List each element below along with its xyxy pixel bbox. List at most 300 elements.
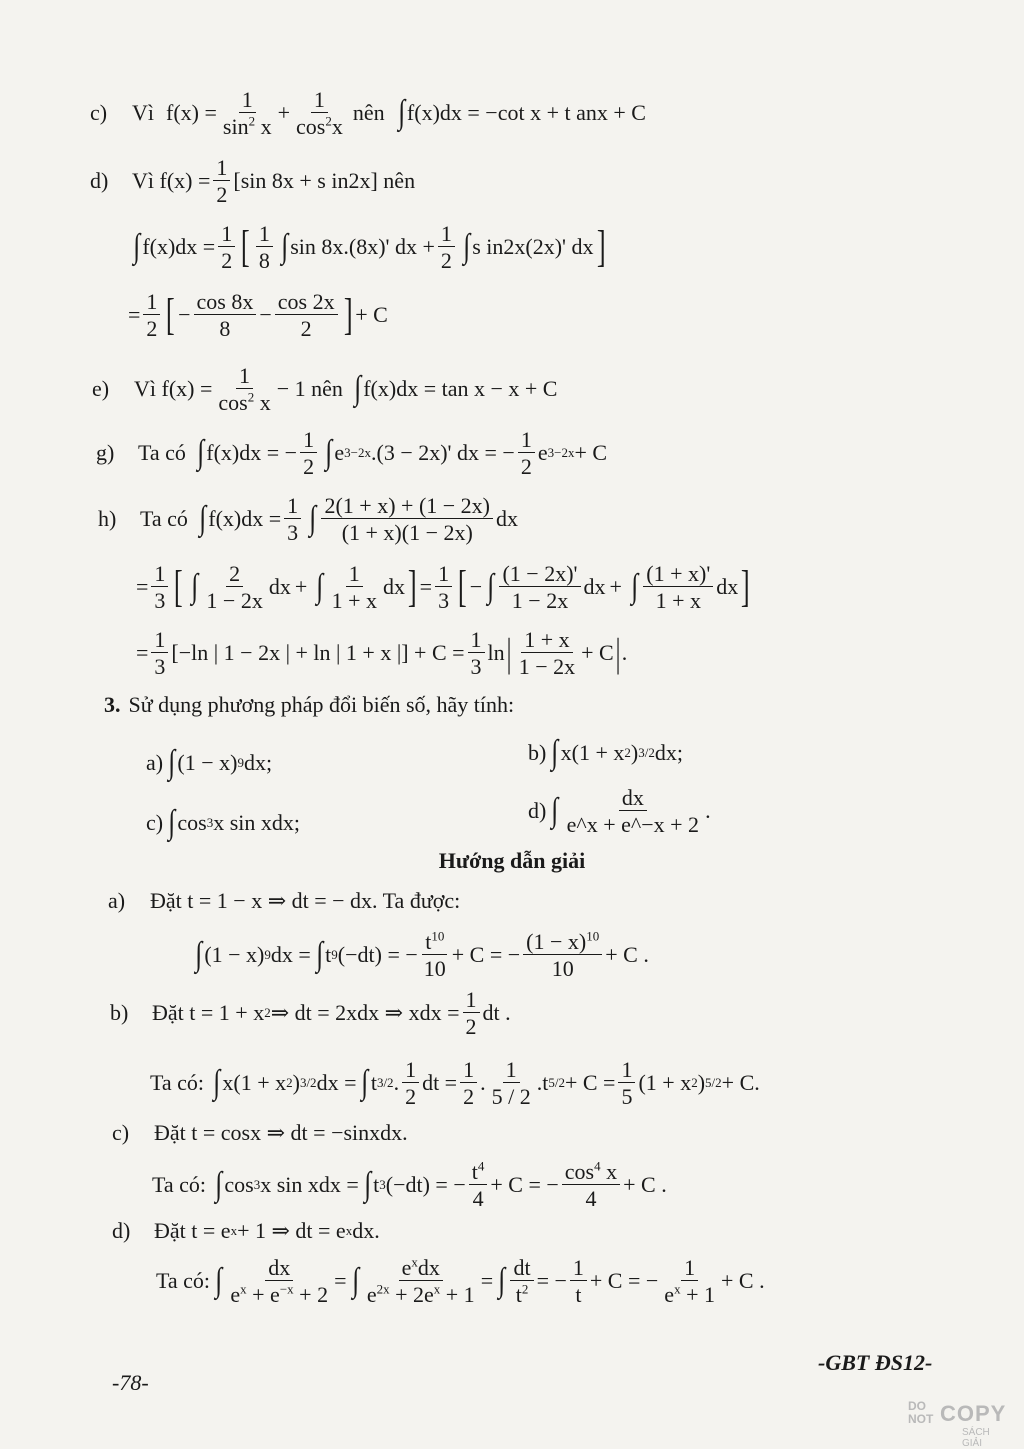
frac-den: 8 <box>258 248 270 274</box>
integral-sign: ∫ <box>551 792 559 830</box>
frac-num: 1 <box>300 428 317 453</box>
integral-sign: ∫ <box>191 568 199 606</box>
mid-tail: .(3 − 2x)' dx = − <box>371 440 515 466</box>
nen-text: nên <box>352 100 385 126</box>
integral-sign: ∫ <box>316 568 324 606</box>
question-3 <box>104 694 514 716</box>
vi-text: Vì <box>132 100 154 126</box>
frac-num: 1 + x <box>521 628 572 653</box>
frac-num: 1 <box>284 494 301 519</box>
fraction-5 <box>661 1256 718 1306</box>
exp: 4 <box>594 1158 601 1174</box>
integral-sign: ∫ <box>463 228 471 266</box>
text: dx. <box>352 1218 380 1243</box>
tail: x <box>600 1159 618 1184</box>
frac-den: 1 − 2x <box>511 588 569 614</box>
expr: x sin xdx = <box>260 1172 359 1198</box>
expr: (1 + x <box>638 1070 692 1096</box>
frac-den: 4 <box>472 1186 484 1212</box>
fraction-d <box>643 562 713 612</box>
part-e-line <box>92 364 557 414</box>
expr: + C = − <box>451 942 521 968</box>
bracket-close: ] <box>596 222 606 272</box>
integral-sign: ∫ <box>631 568 639 606</box>
base: e <box>401 1255 412 1280</box>
minus-sign: − <box>178 302 191 328</box>
fraction-eighth <box>256 222 273 272</box>
frac-num <box>469 1160 488 1185</box>
expr: t <box>325 942 332 968</box>
mid-text: sin 8x.(8x)' dx + <box>290 234 435 260</box>
frac-num: dx <box>619 786 647 811</box>
expr: + C . <box>623 1172 667 1198</box>
frac-den: (1 + x)(1 − 2x) <box>341 520 473 546</box>
fraction-cos8 <box>194 290 257 340</box>
fraction-half <box>213 156 230 206</box>
question-number: 3. <box>104 692 121 717</box>
label-c: c) <box>90 100 108 126</box>
fraction-half <box>438 222 455 272</box>
label-h: h) <box>98 506 117 532</box>
frac-num <box>562 1160 620 1185</box>
frac-den: 10 <box>551 956 574 982</box>
tail: + 1 <box>680 1282 715 1308</box>
fraction-1 <box>227 1256 331 1306</box>
expr: = − <box>536 1268 567 1294</box>
frac-num: 2 <box>226 562 243 587</box>
lhs-text: f(x)dx = − <box>206 440 298 466</box>
label-b: b) <box>528 740 547 765</box>
stamp-not: NOT <box>908 1412 934 1426</box>
plus-sign: + <box>609 574 622 600</box>
minus-sign: − <box>469 574 483 600</box>
expr: + C . <box>605 942 649 968</box>
fraction-big <box>523 930 602 980</box>
frac-den: 2 <box>405 1084 417 1110</box>
frac-num: 1 <box>438 222 455 247</box>
expr: + C . <box>720 1268 765 1294</box>
frac-den: 2 <box>303 454 315 480</box>
frac-num: (1 − 2x)' <box>499 562 580 587</box>
den-text: cos <box>218 390 248 416</box>
label-g: g) <box>96 440 115 466</box>
expr: cos <box>224 1172 254 1198</box>
tail: dx; <box>654 740 683 765</box>
base: cos <box>564 1159 595 1184</box>
expr: (1 − x) <box>204 942 265 968</box>
integral-sign: ∫ <box>361 1064 369 1102</box>
plus-sign: + <box>277 100 290 126</box>
frac-den: 5 <box>621 1084 633 1110</box>
question-3d <box>528 786 711 836</box>
frac-den: e^x + e^−x + 2 <box>566 812 700 838</box>
exp: −x <box>279 1281 294 1297</box>
abs-bar-open: | <box>506 630 512 676</box>
dx-text: dx <box>383 574 405 600</box>
vi-text: Vì f(x) = <box>132 168 211 194</box>
text: Đặt t = cosx ⇒ dt = −sinxdx. <box>154 1120 408 1145</box>
bracket-close: ] <box>741 562 751 612</box>
integral-sign: ∫ <box>309 500 317 538</box>
fraction-sin <box>220 88 275 138</box>
frac-den: 2 <box>520 454 532 480</box>
exp: 2x <box>376 1281 390 1297</box>
fraction-five-half <box>489 1058 534 1108</box>
part-d-line1 <box>90 156 415 206</box>
text: Đặt t = 1 + x <box>152 1000 265 1026</box>
abs-bar-close: | <box>615 630 621 676</box>
exp: 2 <box>521 1281 529 1297</box>
integral-sign: ∫ <box>315 936 323 974</box>
integral-sign: ∫ <box>281 228 289 266</box>
integral-sign: ∫ <box>354 370 362 408</box>
integral-sign: ∫ <box>551 734 559 771</box>
integral-sign: ∫ <box>351 1262 359 1300</box>
exp-base: e <box>334 440 345 466</box>
frac-den: 3 <box>154 588 166 614</box>
integral-sign: ∫ <box>215 1166 223 1204</box>
fraction-c <box>499 562 580 612</box>
bracket-open: [ <box>166 290 176 340</box>
frac-den: 10 <box>423 956 446 982</box>
stamp-copy: COPY <box>940 1401 1007 1426</box>
frac-num: 1 <box>570 1256 587 1281</box>
fraction-a <box>203 562 265 612</box>
eq-sign: = <box>136 640 149 666</box>
fraction-d <box>564 786 702 836</box>
fraction-third <box>284 494 301 544</box>
frac-num: 1 <box>151 628 168 653</box>
integral-sign: ∫ <box>213 1064 221 1102</box>
frac-num: 1 <box>256 222 273 247</box>
exp: 2 <box>325 113 332 129</box>
fraction-2 <box>364 1256 478 1306</box>
fraction-b <box>329 562 380 612</box>
base: (1 − x) <box>526 929 587 954</box>
frac-den <box>220 113 275 138</box>
frac-num: 1 <box>346 562 363 587</box>
base: t <box>515 1282 522 1308</box>
solution-title: Hướng dẫn giải <box>438 848 586 873</box>
solution-b-line1: b) Đặt t = 1 + x 2 ⇒ dt = 2xdx ⇒ xdx = $\frac{1}{2}$ dt . <box>110 987 511 1040</box>
expr: dt = <box>422 1070 458 1096</box>
lhs-text: f(x)dx = <box>142 234 216 260</box>
ta-co-text: Ta có <box>140 506 188 532</box>
integral-sign: ∫ <box>498 1262 506 1300</box>
frac-num: dx <box>265 1256 293 1281</box>
integral-sign: ∫ <box>487 568 495 606</box>
den-tail: x <box>255 114 272 140</box>
fraction-half <box>460 1058 477 1108</box>
exp: x <box>674 1281 681 1297</box>
base: e <box>664 1282 675 1308</box>
frac-den <box>513 1281 532 1306</box>
stamp-do: DO <box>908 1399 926 1413</box>
plus-sign: + <box>294 574 308 600</box>
frac-num: 1 <box>435 562 452 587</box>
frac-num: 2(1 + x) + (1 − 2x) <box>321 494 493 519</box>
label-c: c) <box>146 810 164 835</box>
mid: ) <box>630 740 639 765</box>
page-number: -78- <box>112 1370 149 1395</box>
fraction-half <box>300 428 317 478</box>
expr: ) <box>697 1070 706 1096</box>
frac-den: 2 <box>216 182 228 208</box>
frac-num: 1 <box>236 364 253 389</box>
integral-sign: ∫ <box>397 94 405 132</box>
dx-text: dx <box>496 506 519 532</box>
solution-d-line2 <box>156 1256 765 1306</box>
text: + 1 ⇒ dt = e <box>237 1218 346 1243</box>
mid: + e <box>246 1282 280 1308</box>
expr: (−dt) = − <box>337 942 418 968</box>
rhs-text: f(x)dx = −cot x + t anx + C <box>406 100 646 126</box>
frac-num: 1 <box>213 156 230 181</box>
solution-c-line1 <box>112 1122 408 1144</box>
expr: dx = <box>316 1070 357 1096</box>
fraction-ln <box>516 628 578 678</box>
solution-b-line2: Ta có: ∫ x(1 + x 2 ) 3/2 dx = ∫ t 3/2 . $\frac{1}{2}$ dt = $\frac{1}{2}$ . $\frac{1}{5 / 2}$ .t 5/2 + C = $\frac{1}{5}$ (1 + x 2 ) 5/2 + C. <box>150 1057 760 1110</box>
integral-sign: ∫ <box>197 434 205 472</box>
fraction-third <box>435 562 452 612</box>
tail: + 1 <box>440 1282 475 1308</box>
frac-num <box>523 930 602 955</box>
frac-num: 1 <box>402 1058 419 1083</box>
frac-num: 1 <box>460 1058 477 1083</box>
dx-text: dx <box>716 574 739 600</box>
frac-den: 1 − 2x <box>518 654 576 680</box>
minus-sign: − <box>259 302 272 328</box>
frac-num: 1 <box>518 428 535 453</box>
frac-den <box>227 1281 331 1306</box>
label-a: a) <box>146 750 164 775</box>
question-3b: b) ∫ x(1 + x 2 ) 3/2 dx; <box>528 734 683 771</box>
tail: dx <box>417 1255 440 1280</box>
frac-den: 4 <box>585 1186 597 1212</box>
expr: (−dt) = − <box>385 1172 466 1198</box>
ta-co-text: Ta có: <box>156 1268 211 1294</box>
label-d: d) <box>90 168 109 194</box>
frac-num: 1 <box>311 88 328 113</box>
integral-sign: ∫ <box>168 744 176 781</box>
frac-num: 1 <box>143 290 160 315</box>
tail: + 2 <box>293 1282 329 1308</box>
expr-text: [sin 8x + s in2x] nên <box>233 168 416 194</box>
end-tail: + C <box>574 440 608 466</box>
integral-sign: ∫ <box>199 500 207 538</box>
part-g-line: g) Ta có ∫ f(x)dx = − $\frac{1}{2}$ ∫ e 3−2x .(3 − 2x)' dx = − $\frac{1}{2}$ e 3−2x + C <box>96 427 608 480</box>
frac-num <box>422 930 447 955</box>
frac-den <box>215 389 273 414</box>
frac-den <box>293 113 346 138</box>
expr: ) <box>292 1070 300 1096</box>
fraction-big <box>321 494 493 544</box>
part-h-line1 <box>98 494 518 544</box>
expr: + C = − <box>490 1172 559 1198</box>
vi-text: Vì f(x) = <box>134 376 213 402</box>
eq-sign: = <box>128 302 141 328</box>
eq-sign: = <box>480 1268 494 1294</box>
part-h-line3: = $\frac{1}{3}$ [−ln | 1 − 2x | + ln | 1 + x |] + C = $\frac{1}{3}$ ln | $\frac{1 + x}{1 - 2x}$ + C | . <box>136 627 628 680</box>
part-d-line2 <box>128 222 608 272</box>
base: t <box>471 1159 478 1184</box>
expr: (1 − x) <box>177 750 238 775</box>
solution-a-line2: ∫ (1 − x) 9 dx = ∫ t 9 (−dt) = − $\frac{t^{10}}{10}$ + C = − $\frac{(1 - x)^{10}}{10}$ + C . <box>195 928 649 982</box>
fraction-t10 <box>421 930 449 980</box>
integral-sign: ∫ <box>195 936 203 974</box>
eq-sign: = <box>136 574 149 600</box>
expr: dx = <box>270 942 311 968</box>
frac-num: 1 <box>468 628 485 653</box>
expr: x(1 + x <box>560 740 625 765</box>
fraction-cos <box>293 88 346 138</box>
frac-num: 1 <box>151 562 168 587</box>
tail: x sin xdx; <box>213 810 301 835</box>
expr: t <box>370 1070 377 1096</box>
base: e <box>366 1282 377 1308</box>
fraction-cos <box>215 364 273 414</box>
fraction-half <box>218 222 235 272</box>
frac-den: t <box>575 1282 582 1308</box>
part-h-line2 <box>136 562 753 612</box>
ta-co-text: Ta có: <box>152 1172 207 1198</box>
frac-num: 1 <box>463 988 480 1013</box>
eq-sign: = <box>334 1268 347 1294</box>
part-d-line3 <box>128 290 388 340</box>
frac-num: (1 + x)' <box>643 562 713 587</box>
exp: 4 <box>477 1158 485 1174</box>
tail: dx; <box>243 750 273 775</box>
fraction-third <box>468 628 485 678</box>
frac-num: 1 <box>239 88 256 113</box>
tail: . <box>705 798 711 824</box>
frac-den: 1 + x <box>655 588 701 614</box>
label-b: b) <box>110 1000 129 1026</box>
integral-sign: ∫ <box>325 434 333 472</box>
bracket-open: [ <box>174 562 184 612</box>
frac-den: 3 <box>154 654 166 680</box>
label-d: d) <box>528 798 547 824</box>
frac-den: 2 <box>440 248 452 274</box>
exp: x <box>411 1254 418 1270</box>
question-3c: c) ∫ cos 3 x sin xdx; <box>146 804 301 841</box>
dot: . <box>480 1070 486 1096</box>
label-e: e) <box>92 376 110 402</box>
solution-d-line1: d) Đặt t = e x + 1 ⇒ dt = e x dx. <box>112 1218 380 1243</box>
frac-den: 2 <box>463 1084 475 1110</box>
frac-den <box>661 1281 718 1306</box>
frac-den <box>364 1281 478 1306</box>
do-not-copy-stamp <box>908 1399 1012 1449</box>
frac-num: 1 <box>618 1058 635 1083</box>
fraction-half <box>402 1058 419 1108</box>
text: ⇒ dt = 2xdx ⇒ xdx = <box>270 1000 460 1026</box>
fraction-3 <box>510 1256 533 1306</box>
label-c: c) <box>112 1120 130 1145</box>
exp: 2 <box>248 113 256 129</box>
fraction-half <box>463 988 480 1038</box>
integral-sign: ∫ <box>363 1166 371 1204</box>
mid-text: − 1 nên <box>276 376 343 402</box>
fraction-third <box>151 562 168 612</box>
text: Đặt t = 1 − x ⇒ dt = − dx. Ta được: <box>150 888 461 913</box>
exp: x <box>240 1281 247 1297</box>
question-text: Sử dụng phương pháp đổi biến số, hãy tính: <box>128 692 515 717</box>
frac-den: 2 <box>146 316 158 342</box>
fraction-fifth <box>618 1058 635 1108</box>
stamp-site: SÁCH GIẢI <box>962 1427 990 1449</box>
frac-num: dt <box>510 1256 533 1281</box>
frac-den: 8 <box>219 316 231 342</box>
den-tail: x <box>331 114 343 140</box>
dx-text: dx <box>583 574 606 600</box>
integral-sign: ∫ <box>215 1262 223 1300</box>
exp: 10 <box>586 928 600 944</box>
ln-text: ln <box>487 640 505 666</box>
frac-num <box>399 1256 443 1281</box>
exp: 2 <box>247 389 255 405</box>
exp: 10 <box>431 928 445 944</box>
text: dt . <box>482 1000 511 1026</box>
frac-num: cos 8x <box>194 290 257 315</box>
tail-text: + C <box>581 640 614 666</box>
frac-den: 2 <box>300 316 312 342</box>
frac-den: 3 <box>470 654 482 680</box>
base: e <box>230 1282 241 1308</box>
frac-num: cos 2x <box>275 290 338 315</box>
den-text: sin <box>222 114 249 140</box>
fraction-4 <box>570 1256 587 1306</box>
integral-sign: ∫ <box>168 804 176 841</box>
den-text: cos <box>296 114 326 140</box>
frac-den: 1 − 2x <box>206 588 263 614</box>
base: t <box>425 929 432 954</box>
frac-den: 5 / 2 <box>491 1084 531 1110</box>
ta-co-text: Ta có: <box>150 1070 205 1096</box>
exp: x <box>433 1281 441 1297</box>
frac-den: 2 <box>221 248 233 274</box>
bracket-close: ] <box>407 562 417 612</box>
fx-text: f(x) = <box>166 100 217 126</box>
eq-sign: = <box>419 574 433 600</box>
expr: x(1 + x <box>222 1070 287 1096</box>
expr: .t <box>536 1070 549 1096</box>
solution-c-line2: Ta có: ∫ cos 3 x sin xdx = ∫ t 3 (−dt) = − $\frac{t^4}{4}$ + C = − $\frac{\cos^4 x}{4}$ + C . <box>152 1158 667 1212</box>
frac-den: 2 <box>465 1014 477 1040</box>
frac-den: 3 <box>438 588 450 614</box>
label-a: a) <box>108 888 126 913</box>
dot: . <box>393 1070 400 1096</box>
expr: cos <box>177 810 207 835</box>
expr: + C. <box>721 1070 760 1096</box>
exp-base: e <box>537 440 548 466</box>
question-3a: a) ∫ (1 − x) 9 dx; <box>146 744 273 781</box>
solution-a-line1 <box>108 890 460 912</box>
bracket-close: ] <box>343 290 353 340</box>
fraction-cos2 <box>275 290 338 340</box>
dx-text: dx <box>268 574 291 600</box>
label-d: d) <box>112 1218 131 1243</box>
book-code: -GBT ĐS12- <box>818 1350 933 1375</box>
expr: t <box>373 1172 380 1198</box>
rhs-text: f(x)dx = tan x − x + C <box>363 376 558 402</box>
den-tail: x <box>254 390 271 416</box>
expr: + C = <box>564 1070 616 1096</box>
lhs-text: f(x)dx = <box>208 506 282 532</box>
end-text: s in2x(2x)' dx <box>472 234 594 260</box>
frac-den: 1 + x <box>331 588 377 614</box>
part-c-line <box>90 88 646 138</box>
